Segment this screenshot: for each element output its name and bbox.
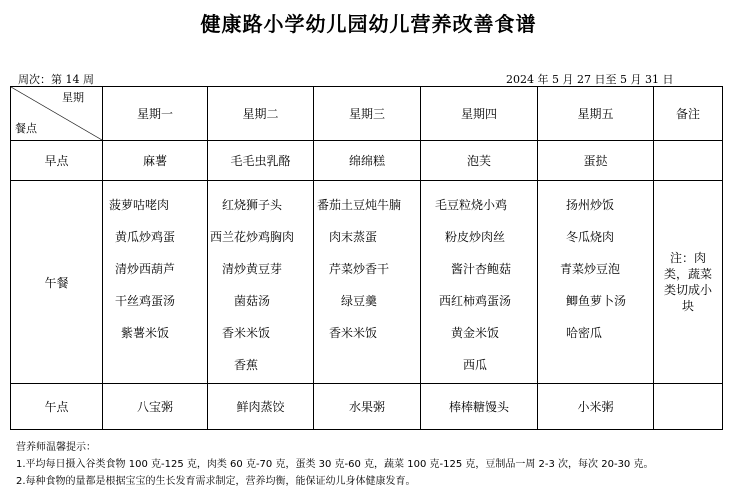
lunch-item: 红烧狮子头 xyxy=(222,198,283,212)
afternoon-tue: 鲜肉蒸饺 xyxy=(208,384,314,430)
lunch-item: 冬瓜烧肉 xyxy=(566,230,615,244)
lunch-note: 注：肉类，蔬菜类切成小块 xyxy=(663,251,712,313)
day-header-tue: 星期二 xyxy=(208,87,314,141)
lunch-item: 酱汁杏鲍菇 xyxy=(451,262,512,276)
afternoon-wed: 水果粥 xyxy=(314,384,421,430)
lunch-item: 西瓜 xyxy=(463,358,488,372)
breakfast-wed: 绵绵糕 xyxy=(314,141,421,181)
lunch-fri xyxy=(538,181,654,384)
lunch-mon xyxy=(103,181,208,384)
corner-meal-label: 餐点 xyxy=(15,122,37,135)
lunch-item: 黄瓜炒鸡蛋 xyxy=(115,230,176,244)
corner-weekday-label: 星期 xyxy=(62,91,84,104)
week-label: 周次：第 14 周 xyxy=(18,73,94,86)
afternoon-fri: 小米粥 xyxy=(538,384,654,430)
afternoon-label: 午点 xyxy=(11,384,103,430)
corner-cell xyxy=(11,87,103,141)
breakfast-tue: 毛毛虫乳酪 xyxy=(208,141,314,181)
lunch-item: 绿豆羹 xyxy=(341,294,378,308)
breakfast-label: 早点 xyxy=(11,141,103,181)
lunch-thu xyxy=(421,181,538,384)
lunch-item: 黄金米饭 xyxy=(451,326,500,340)
date-range: 2024 年 5 月 27 日至 5 月 31 日 xyxy=(506,73,674,86)
day-header-fri: 星期五 xyxy=(538,87,654,141)
lunch-remarks xyxy=(654,181,723,384)
header-row xyxy=(11,87,723,141)
breakfast-row xyxy=(11,141,723,181)
page-title: 健康路小学幼儿园幼儿营养改善食谱 xyxy=(200,12,537,36)
lunch-label: 午餐 xyxy=(11,181,103,384)
lunch-item: 香米米饭 xyxy=(329,326,378,340)
lunch-item: 西红柿鸡蛋汤 xyxy=(439,294,512,308)
footer-heading: 营养师温馨提示： xyxy=(16,442,96,453)
afternoon-row xyxy=(11,384,723,430)
breakfast-mon: 麻薯 xyxy=(103,141,208,181)
breakfast-fri: 蛋挞 xyxy=(538,141,654,181)
lunch-item: 香蕉 xyxy=(234,358,259,372)
lunch-item: 哈密瓜 xyxy=(566,326,603,340)
lunch-wed xyxy=(314,181,421,384)
remarks-header: 备注 xyxy=(654,87,723,141)
lunch-item: 香米米饭 xyxy=(222,326,271,340)
lunch-item: 粉皮炒肉丝 xyxy=(445,230,506,244)
lunch-row xyxy=(11,181,723,384)
lunch-item: 鲫鱼萝卜汤 xyxy=(566,294,627,308)
afternoon-thu: 棒棒糖馒头 xyxy=(421,384,538,430)
lunch-tue xyxy=(208,181,314,384)
afternoon-remarks xyxy=(654,384,723,430)
footer-line-2: 2.每种食物的量都是根据宝宝的生长发育需求制定，营养均衡，能保证幼儿身体健康发育。 xyxy=(16,476,416,487)
lunch-item: 菌菇汤 xyxy=(234,294,271,308)
lunch-item: 番茄土豆炖牛腩 xyxy=(317,198,402,212)
lunch-item: 芹菜炒香干 xyxy=(329,262,390,276)
menu-table xyxy=(10,86,723,430)
day-header-mon: 星期一 xyxy=(103,87,208,141)
lunch-item: 菠萝咕咾肉 xyxy=(109,198,170,212)
breakfast-remarks xyxy=(654,141,723,181)
lunch-item: 扬州炒饭 xyxy=(566,198,615,212)
lunch-item: 紫薯米饭 xyxy=(121,326,170,340)
footer-line-1: 1.平均每日摄入谷类食物 100 克-125 克，肉类 60 克-70 克，蛋类 30 克-60 克，蔬菜 100 克-125 克，豆制品一周 2-3 次，每次 20-30 克。 xyxy=(16,459,654,470)
day-header-wed: 星期三 xyxy=(314,87,421,141)
day-header-thu: 星期四 xyxy=(421,87,538,141)
lunch-item: 干丝鸡蛋汤 xyxy=(115,294,176,308)
lunch-item: 毛豆粒烧小鸡 xyxy=(435,198,508,212)
lunch-item: 肉末蒸蛋 xyxy=(329,230,378,244)
lunch-item: 清炒西葫芦 xyxy=(115,262,176,276)
lunch-item: 西兰花炒鸡胸肉 xyxy=(210,230,295,244)
lunch-item: 青菜炒豆泡 xyxy=(560,262,621,276)
lunch-item: 清炒黄豆芽 xyxy=(222,262,283,276)
afternoon-mon: 八宝粥 xyxy=(103,384,208,430)
breakfast-thu: 泡芙 xyxy=(421,141,538,181)
